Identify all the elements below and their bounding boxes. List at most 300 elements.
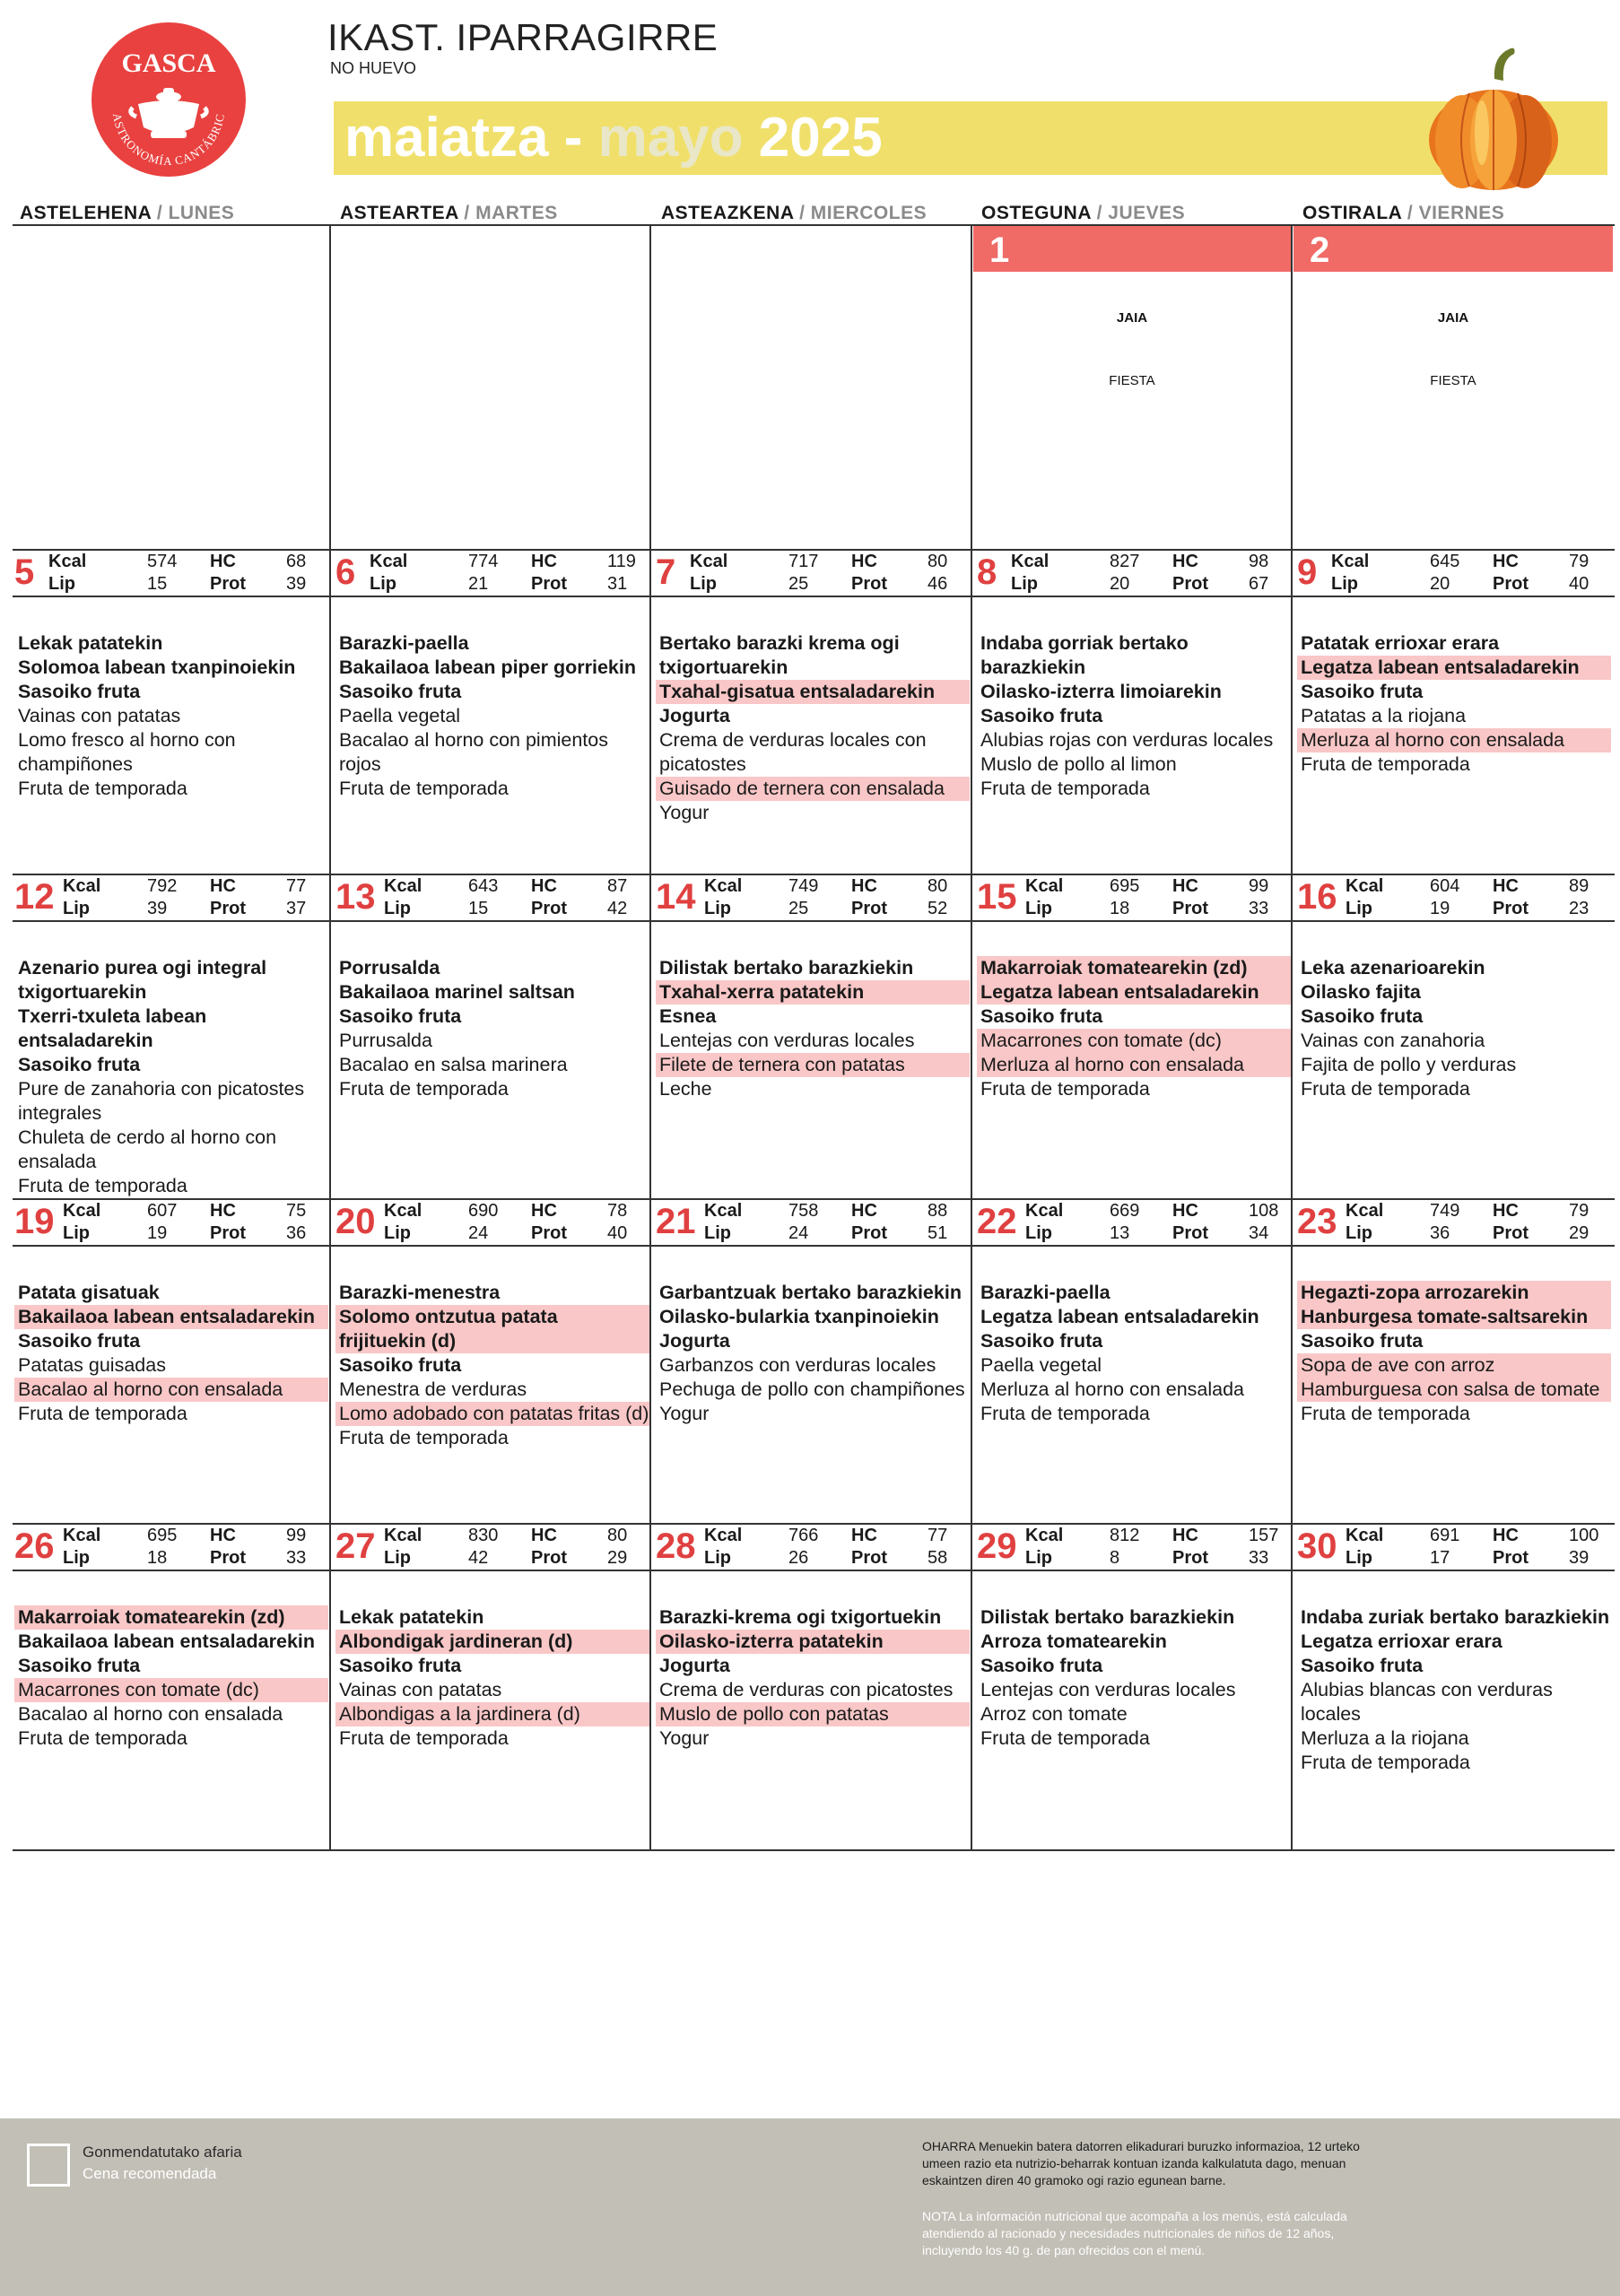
dish-eu: Oilasko fajita [1301, 981, 1421, 1003]
dish-eu: Indaba gorriak bertako barazkiekin [980, 632, 1189, 678]
dish-eu: Makarroiak tomatearekin (zd) [14, 1605, 328, 1630]
lip-value: 21 [468, 574, 489, 594]
dish-es: Fruta de temporada [18, 778, 187, 799]
dish-es: Alubias blancas con verduras locales [1301, 1679, 1553, 1725]
lip-value: 25 [788, 574, 809, 594]
lip-value: 15 [468, 899, 489, 918]
prot-label: Prot [1172, 1223, 1208, 1243]
nutrition-rule [13, 1245, 1615, 1247]
kcal-value: 690 [468, 1201, 499, 1221]
dish-es: Patatas a la riojana [1301, 705, 1467, 726]
day-number: 30 [1297, 1526, 1337, 1566]
prot-value: 33 [286, 1548, 307, 1568]
dish-es: Patatas guisadas [18, 1354, 166, 1376]
holiday-label-es: FIESTA [1430, 373, 1476, 388]
dish-es: Sopa de ave con arroz [1297, 1353, 1611, 1378]
lip-value: 13 [1110, 1223, 1130, 1243]
hc-label: HC [210, 1201, 236, 1221]
kcal-value: 827 [1110, 552, 1140, 571]
hc-label: HC [1493, 876, 1519, 896]
lip-label: Lip [690, 574, 717, 594]
prot-label: Prot [210, 1223, 246, 1243]
dish-es: Bacalao en salsa marinera [339, 1054, 568, 1075]
prot-label: Prot [1172, 1548, 1208, 1568]
holiday-day-2: 2 [1293, 226, 1613, 272]
prot-label: Prot [210, 1548, 246, 1568]
lip-value: 19 [1430, 899, 1450, 918]
day-number: 29 [977, 1526, 1017, 1566]
dish-eu: Barazki-paella [980, 1282, 1110, 1303]
lip-label: Lip [384, 1223, 411, 1243]
dish-es: Lentejas con verduras locales [980, 1679, 1236, 1700]
month-es: mayo [597, 107, 744, 169]
dish-es: Fajita de pollo y verduras [1301, 1054, 1517, 1075]
dish-eu: Legatza errioxar erara [1301, 1631, 1502, 1652]
hc-value: 87 [607, 876, 628, 896]
dish-eu: Sasoiko fruta [339, 1005, 462, 1027]
kcal-value: 830 [468, 1526, 499, 1545]
kcal-label: Kcal [384, 876, 422, 896]
lip-label: Lip [384, 1548, 411, 1568]
prot-value: 33 [1249, 899, 1269, 918]
lip-label: Lip [384, 899, 411, 918]
week-rule [13, 1198, 1615, 1200]
kcal-value: 695 [147, 1526, 178, 1545]
lip-value: 42 [468, 1548, 489, 1568]
dish-eu: Sasoiko fruta [339, 1354, 462, 1376]
kcal-label: Kcal [1025, 1201, 1064, 1221]
dish-es: Yogur [659, 1403, 710, 1424]
prot-value: 40 [607, 1223, 628, 1243]
prot-value: 42 [607, 899, 628, 918]
dish-eu: Bakailaoa labean entsaladarekin [14, 1305, 328, 1329]
day-number: 19 [14, 1202, 55, 1241]
column-divider [1291, 226, 1293, 1849]
prot-label: Prot [1493, 899, 1529, 918]
dish-es: Muslo de pollo al limon [980, 753, 1177, 775]
dish-es: Muslo de pollo con patatas [656, 1702, 970, 1726]
day-menu [977, 1605, 1291, 1751]
kcal-label: Kcal [1331, 552, 1370, 571]
day-number: 15 [977, 877, 1017, 917]
day-number: 22 [977, 1202, 1017, 1241]
hc-value: 99 [1249, 876, 1269, 896]
prot-label: Prot [210, 574, 246, 594]
dish-es: Fruta de temporada [339, 1078, 509, 1100]
dish-eu: Lekak patatekin [18, 632, 163, 654]
holiday-label-eu: JAIA [1437, 310, 1469, 326]
prot-value: 33 [1249, 1548, 1269, 1568]
month-title [344, 101, 883, 175]
prot-label: Prot [851, 1548, 887, 1568]
dish-eu: Sasoiko fruta [339, 681, 462, 702]
day-menu [335, 1605, 649, 1751]
dish-eu: Dilistak bertako barazkiekin [980, 1606, 1235, 1628]
dish-es: Macarrones con tomate (dc) [14, 1678, 328, 1702]
prot-label: Prot [1172, 574, 1208, 594]
kcal-label: Kcal [48, 552, 87, 571]
lip-value: 15 [147, 574, 168, 594]
dish-eu: Solomoa labean txanpinoiekin [18, 657, 296, 678]
hc-label: HC [851, 1201, 877, 1221]
prot-value: 46 [928, 574, 948, 594]
gasca-logo [86, 20, 251, 179]
menu-variant: NO HUEVO [330, 59, 417, 77]
hc-value: 100 [1569, 1526, 1599, 1545]
hc-value: 88 [928, 1201, 948, 1221]
hc-label: HC [851, 1526, 877, 1545]
nutrition-rule [13, 596, 1615, 597]
lip-value: 24 [788, 1223, 809, 1243]
dish-eu: Legatza labean entsaladarekin [977, 980, 1291, 1004]
dish-eu: Dilistak bertako barazkiekin [659, 957, 914, 978]
prot-label: Prot [851, 899, 887, 918]
dish-es: Merluza al horno con ensalada [980, 1378, 1245, 1400]
dish-es: Merluza al horno con ensalada [1297, 728, 1611, 752]
prot-value: 23 [1569, 899, 1590, 918]
prot-value: 52 [928, 899, 948, 918]
dish-eu: Patatak errioxar erara [1301, 632, 1500, 654]
dish-eu: Bakailaoa labean entsaladarekin [18, 1631, 316, 1652]
weekday-friday: OSTIRALA / VIERNES [1302, 203, 1505, 223]
holiday-label-es: FIESTA [1109, 373, 1155, 388]
dish-es: Bacalao al horno con ensalada [14, 1378, 328, 1402]
hc-value: 79 [1569, 552, 1590, 571]
dish-eu: Sasoiko fruta [1301, 1005, 1424, 1027]
hc-value: 119 [607, 552, 636, 571]
kcal-label: Kcal [63, 1201, 101, 1221]
prot-value: 67 [1249, 574, 1269, 594]
prot-value: 40 [1569, 574, 1590, 594]
day-menu [14, 1281, 328, 1426]
hc-label: HC [851, 876, 877, 896]
kcal-value: 758 [788, 1201, 819, 1221]
kcal-value: 604 [1430, 876, 1460, 896]
dish-es: Bacalao al horno con ensalada [18, 1703, 283, 1725]
lip-value: 17 [1430, 1548, 1450, 1568]
prot-value: 31 [607, 574, 628, 594]
lip-value: 24 [468, 1223, 489, 1243]
dish-es: Merluza a la riojana [1301, 1727, 1469, 1749]
dish-eu: Jogurta [659, 1330, 730, 1352]
day-menu [335, 956, 649, 1101]
kcal-value: 695 [1110, 876, 1140, 896]
column-divider [971, 226, 972, 1849]
prot-label: Prot [1493, 1223, 1529, 1243]
dish-es: Vainas con patatas [339, 1679, 502, 1700]
dish-es: Leche [659, 1078, 712, 1100]
dish-es: Vainas con patatas [18, 705, 181, 726]
kcal-label: Kcal [704, 1526, 743, 1545]
dish-eu: Sasoiko fruta [980, 1330, 1103, 1352]
lip-value: 26 [788, 1548, 809, 1568]
dish-es: Fruta de temporada [980, 1727, 1150, 1749]
dish-eu: Sasoiko fruta [18, 1054, 141, 1075]
hc-label: HC [1493, 552, 1519, 571]
day-number: 6 [335, 552, 356, 592]
dish-es: Fruta de temporada [1301, 753, 1470, 775]
kcal-value: 749 [1430, 1201, 1460, 1221]
weekday-wednesday: ASTEAZKENA / MIERCOLES [661, 203, 928, 223]
lip-label: Lip [63, 899, 90, 918]
week-rule [13, 874, 1615, 875]
lip-label: Lip [1346, 1548, 1372, 1568]
dish-es: Chuleta de cerdo al horno con ensalada [18, 1126, 277, 1172]
kcal-value: 607 [147, 1201, 178, 1221]
dish-es: Paella vegetal [980, 1354, 1102, 1376]
dish-eu: Txahal-xerra patatekin [656, 980, 970, 1004]
dish-eu: Lekak patatekin [339, 1606, 484, 1628]
day-number: 27 [335, 1526, 376, 1566]
hc-value: 78 [607, 1201, 628, 1221]
kcal-label: Kcal [690, 552, 728, 571]
kcal-value: 645 [1430, 552, 1460, 571]
lip-label: Lip [63, 1223, 90, 1243]
dish-es: Arroz con tomate [980, 1703, 1128, 1725]
dish-es: Fruta de temporada [339, 1427, 509, 1448]
kcal-value: 717 [788, 552, 819, 571]
day-menu [656, 956, 970, 1101]
nutrition-note-es: NOTA La información nutricional que acompaña a los menús, está calculada atendiendo al racionado y necesidades nutricionales de niños de 12 años, incluyendo los 40 g. de pan ofrecidos con el menú. [922, 2209, 1347, 2257]
day-number: 14 [656, 877, 696, 917]
svg-text:GASTRONOMÍA CANTÁBRICA: ASTRONOMÍA CANTÁBRIC [110, 112, 227, 169]
prot-value: 29 [1569, 1223, 1590, 1243]
lip-value: 25 [788, 899, 809, 918]
dish-eu: Sasoiko fruta [980, 1005, 1103, 1027]
hc-label: HC [531, 876, 557, 896]
dish-es: Yogur [659, 802, 710, 823]
lip-value: 19 [147, 1223, 168, 1243]
dish-eu: Oilasko-bularkia txanpinoiekin [659, 1306, 939, 1327]
nutrition-note-eu: OHARRA Menuekin batera datorren elikadurari buruzko informazioa, 12 urteko umeen razio eta nutrizio-beharrak kontuan izanda kalkulatuta dago, menuan eskaintzen diren 40 gramoko ogi razio egunean barne. [922, 2139, 1360, 2187]
dish-es: Alubias rojas con verduras locales [980, 729, 1274, 751]
dish-eu: Sasoiko fruta [18, 1330, 141, 1352]
dish-eu: Sasoiko fruta [980, 1655, 1103, 1676]
year: 2025 [758, 107, 883, 169]
week-rule [13, 549, 1615, 551]
dish-es: Fruta de temporada [18, 1403, 187, 1424]
kcal-value: 812 [1110, 1526, 1140, 1545]
dish-es: Guisado de ternera con ensalada [656, 777, 970, 801]
lip-label: Lip [1346, 899, 1372, 918]
holiday-label-eu: JAIA [1116, 310, 1148, 326]
hc-label: HC [531, 1201, 557, 1221]
prot-label: Prot [531, 899, 567, 918]
kcal-label: Kcal [1346, 876, 1384, 896]
column-divider [649, 226, 651, 1849]
lip-value: 20 [1430, 574, 1450, 594]
dish-es: Fruta de temporada [980, 1403, 1150, 1424]
dish-eu: Sasoiko fruta [1301, 1655, 1424, 1676]
dish-es: Yogur [659, 1727, 710, 1749]
dish-eu: Oilasko-izterra patatekin [656, 1630, 970, 1654]
hc-label: HC [531, 552, 557, 571]
lip-label: Lip [1025, 1223, 1052, 1243]
day-menu [335, 631, 649, 801]
dish-es: Lentejas con verduras locales [659, 1030, 915, 1051]
week-rule [13, 1523, 1615, 1525]
kcal-label: Kcal [63, 876, 101, 896]
dish-eu: Garbantzuak bertako barazkiekin [659, 1282, 962, 1303]
kcal-label: Kcal [384, 1201, 422, 1221]
dish-eu: Bakailaoa labean piper gorriekin [339, 657, 636, 678]
hc-value: 80 [928, 552, 948, 571]
kcal-label: Kcal [384, 1526, 422, 1545]
hc-value: 68 [286, 552, 307, 571]
month-separator: - [563, 107, 583, 169]
dish-es: Merluza al horno con ensalada [977, 1053, 1291, 1077]
day-menu [1297, 1605, 1611, 1775]
hc-label: HC [210, 876, 236, 896]
holiday-day-1: 1 [973, 226, 1291, 272]
prot-label: Prot [531, 1548, 567, 1568]
lip-value: 39 [147, 899, 168, 918]
day-menu [1297, 1281, 1611, 1426]
dish-eu: Albondigak jardineran (d) [335, 1630, 649, 1654]
prot-value: 39 [1569, 1548, 1590, 1568]
dish-es: Albondigas a la jardinera (d) [335, 1702, 649, 1726]
prot-value: 37 [286, 899, 307, 918]
lip-label: Lip [1025, 1548, 1052, 1568]
day-number: 5 [14, 552, 35, 592]
dish-eu: Patata gisatuak [18, 1282, 160, 1303]
hc-label: HC [1172, 1526, 1198, 1545]
day-menu [14, 631, 328, 801]
kcal-label: Kcal [704, 1201, 743, 1221]
prot-label: Prot [531, 1223, 567, 1243]
lip-label: Lip [63, 1548, 90, 1568]
dish-eu: Indaba zuriak bertako barazkiekin [1301, 1606, 1610, 1628]
prot-value: 34 [1249, 1223, 1269, 1243]
lip-value: 18 [147, 1548, 168, 1568]
lip-label: Lip [1025, 899, 1052, 918]
day-menu [1297, 631, 1611, 777]
dish-es: Fruta de temporada [18, 1175, 187, 1196]
kcal-value: 792 [147, 876, 178, 896]
day-menu [977, 1281, 1291, 1426]
hc-label: HC [1172, 1201, 1198, 1221]
dish-eu: Porrusalda [339, 957, 440, 978]
kcal-value: 643 [468, 876, 499, 896]
lip-value: 18 [1110, 899, 1130, 918]
nutrition-rule [13, 920, 1615, 922]
hc-value: 80 [607, 1526, 628, 1545]
dish-es: Crema de verduras con picatostes [659, 1679, 954, 1700]
hc-value: 75 [286, 1201, 307, 1221]
day-number: 23 [1297, 1202, 1337, 1241]
dish-es: Fruta de temporada [980, 1078, 1150, 1100]
day-number: 13 [335, 877, 376, 917]
dish-eu: Makarroiak tomatearekin (zd) [977, 956, 1291, 980]
dish-es: Hamburguesa con salsa de tomate [1297, 1378, 1611, 1402]
kcal-value: 749 [788, 876, 819, 896]
dish-eu: Sasoiko fruta [980, 705, 1103, 726]
kcal-value: 669 [1110, 1201, 1140, 1221]
kcal-value: 574 [147, 552, 178, 571]
hc-value: 98 [1249, 552, 1269, 571]
pumpkin-icon [1426, 43, 1561, 194]
weekday-thursday: OSTEGUNA / JUEVES [981, 203, 1186, 223]
dish-es: Fruta de temporada [18, 1727, 187, 1749]
dish-es: Menestra de verduras [339, 1378, 527, 1400]
day-number: 8 [977, 552, 997, 592]
prot-value: 51 [928, 1223, 948, 1243]
hc-label: HC [531, 1526, 557, 1545]
day-menu [656, 1605, 970, 1751]
dish-eu: Legatza labean entsaladarekin [1297, 656, 1611, 680]
dish-es: Paella vegetal [339, 705, 461, 726]
dish-eu: Bertako barazki krema ogi txigortuarekin [659, 632, 900, 678]
hc-label: HC [851, 552, 877, 571]
prot-label: Prot [1493, 574, 1529, 594]
prot-value: 36 [286, 1223, 307, 1243]
dish-es: Fruta de temporada [1301, 1752, 1470, 1773]
dish-es: Bacalao al horno con pimientos rojos [339, 729, 608, 775]
dish-eu: Sasoiko fruta [1301, 681, 1424, 702]
dish-es: Pechuga de pollo con champiñones [659, 1378, 965, 1400]
dish-es: Filete de ternera con patatas [656, 1053, 970, 1077]
dish-es: Fruta de temporada [339, 778, 509, 799]
school-name: IKAST. IPARRAGIRRE [327, 16, 719, 58]
lip-label: Lip [1346, 1223, 1372, 1243]
lip-value: 20 [1110, 574, 1130, 594]
kcal-label: Kcal [1025, 1526, 1064, 1545]
prot-label: Prot [1493, 1548, 1529, 1568]
day-number: 26 [14, 1526, 55, 1566]
dish-es: Fruta de temporada [980, 778, 1150, 799]
day-menu [977, 631, 1291, 801]
dish-es: Vainas con zanahoria [1301, 1030, 1485, 1051]
day-menu [335, 1281, 649, 1450]
dish-es: Lomo adobado con patatas fritas (d) [335, 1402, 649, 1426]
day-menu [14, 1605, 328, 1751]
day-menu [656, 631, 970, 825]
day-number: 9 [1297, 552, 1318, 592]
day-number: 12 [14, 877, 55, 917]
lip-label: Lip [48, 574, 75, 594]
dish-eu: Hegazti-zopa arrozarekin [1297, 1281, 1611, 1305]
prot-label: Prot [851, 574, 887, 594]
kcal-value: 774 [468, 552, 499, 571]
kcal-label: Kcal [370, 552, 408, 571]
svg-text:GASCA: GASCA [121, 48, 216, 78]
lip-label: Lip [704, 1223, 731, 1243]
lip-label: Lip [370, 574, 396, 594]
prot-label: Prot [210, 899, 246, 918]
hc-value: 79 [1569, 1201, 1590, 1221]
hc-label: HC [1493, 1526, 1519, 1545]
prot-value: 58 [928, 1548, 948, 1568]
lip-label: Lip [1011, 574, 1038, 594]
dish-eu: Bakailaoa marinel saltsan [339, 981, 575, 1003]
hc-value: 80 [928, 876, 948, 896]
nutrition-rule [13, 1570, 1615, 1571]
dish-eu: Barazki-menestra [339, 1282, 501, 1303]
kcal-label: Kcal [1346, 1201, 1384, 1221]
day-number: 7 [656, 552, 676, 592]
dish-eu: Txahal-gisatua entsaladarekin [656, 680, 970, 704]
dish-eu: Sasoiko fruta [18, 681, 141, 702]
hc-value: 108 [1249, 1201, 1279, 1221]
dish-es: Garbanzos con verduras locales [659, 1354, 936, 1376]
legend-swatch [27, 2144, 70, 2187]
hc-value: 77 [286, 876, 307, 896]
dish-eu: Oilasko-izterra limoiarekin [980, 681, 1222, 702]
dish-eu: Azenario purea ogi integral txigortuarekin [18, 957, 267, 1003]
kcal-label: Kcal [704, 876, 743, 896]
day-menu [656, 1281, 970, 1426]
dish-es: Lomo fresco al horno con champiñones [18, 729, 236, 775]
